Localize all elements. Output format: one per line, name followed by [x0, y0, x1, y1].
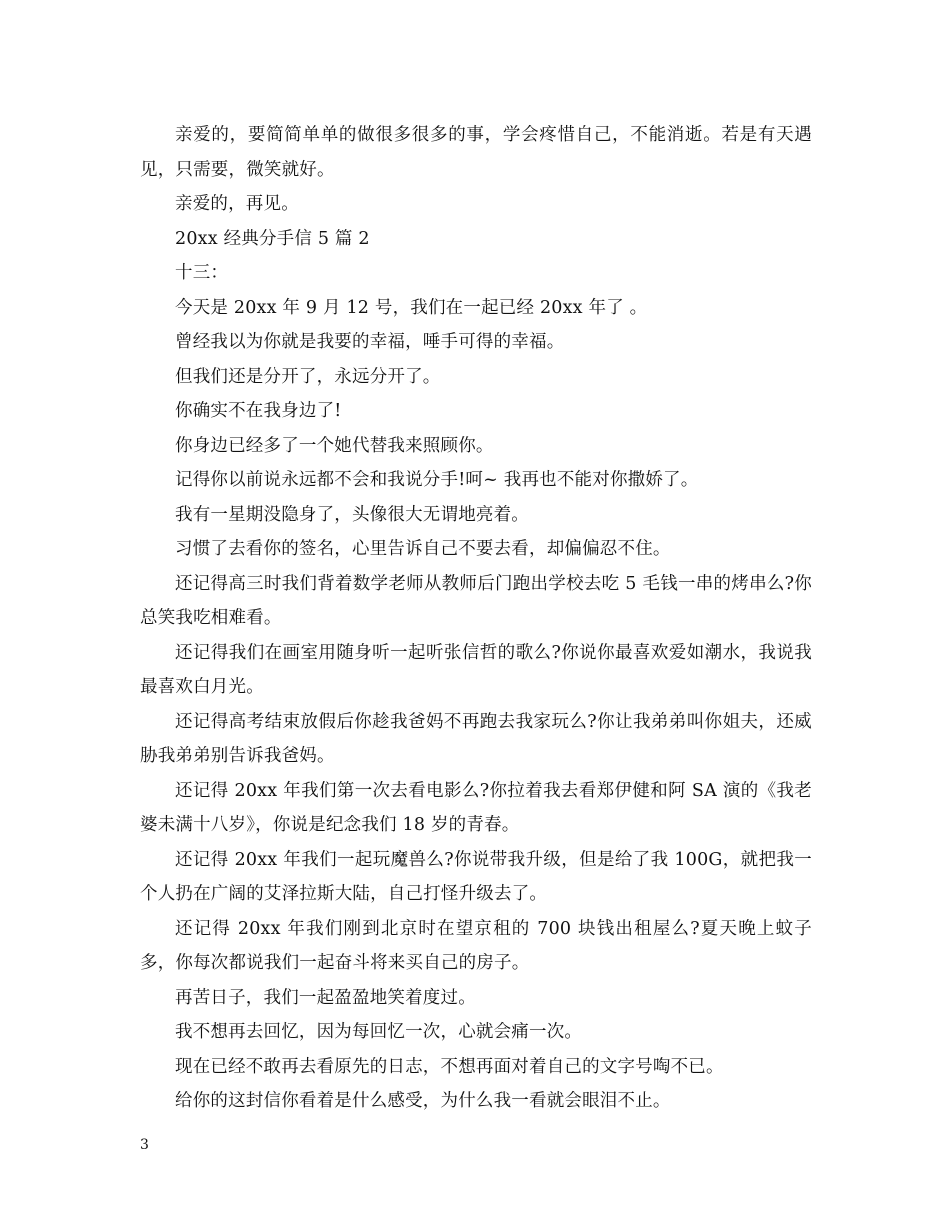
paragraph: 亲爱的，要简简单单的做很多很多的事，学会疼惜自己，不能消逝。若是有天遇见，只需要，微笑就好。 — [140, 125, 812, 180]
paragraph: 还记得高三时我们背着数学老师从教师后门跑出学校去吃 5 毛钱一串的烤串么?你总笑我吃相难看。 — [140, 573, 812, 628]
paragraph: 习惯了去看你的签名，心里告诉自己不要去看，却偏偏忍不住。 — [175, 539, 671, 559]
paragraph: 再苦日子，我们一起盈盈地笑着度过。 — [175, 987, 476, 1008]
paragraph: 曾经我以为你就是我要的幸福，唾手可得的幸福。 — [175, 332, 565, 352]
paragraph: 还记得 20xx 年我们刚到北京时在望京租的 700 块钱出租屋么?夏天晚上蚊子多，你每次都说我们一起奋斗将来买自己的房子。 — [140, 918, 812, 973]
letter-body — [140, 118, 812, 1119]
subheading: 十三： — [175, 263, 229, 283]
paragraph: 今天是 20xx 年 9 月 12 号，我们在一起已经 20xx 年了 。 — [175, 297, 648, 318]
paragraph: 现在已经不敢再去看原先的日志，不想再面对着自己的文字号啕不已。 — [175, 1056, 724, 1077]
paragraph: 我不想再去回忆，因为每回忆一次，心就会痛一次。 — [175, 1022, 583, 1042]
paragraph: 还记得 20xx 年我们第一次去看电影么?你拉着我去看郑伊健和阿 SA 演的《我老婆未满十八岁》，你说是纪念我们 18 岁的青春。 — [140, 780, 812, 835]
section-heading: 20xx 经典分手信 5 篇 2 — [175, 228, 370, 249]
paragraph: 我有一星期没隐身了，头像很大无谓地亮着。 — [175, 504, 529, 525]
paragraph: 亲爱的，再见。 — [175, 194, 299, 214]
paragraph: 还记得 20xx 年我们一起玩魔兽么?你说带我升级，但是给了我 100G，就把我一个人扔在广阔的艾泽拉斯大陆，自己打怪升级去了。 — [140, 849, 812, 904]
paragraph: 还记得我们在画室用随身听一起听张信哲的歌么?你说你最喜欢爱如潮水，我说我最喜欢白月光。 — [140, 642, 812, 697]
paragraph: 你身边已经多了一个她代替我来照顾你。 — [175, 435, 494, 456]
paragraph: 记得你以前说永远都不会和我说分手!呵~ 我再也不能对你撒娇了。 — [175, 470, 699, 490]
paragraph: 给你的这封信你看着是什么感受，为什么我一看就会眼泪不止。 — [175, 1091, 671, 1111]
page-number: 3 — [140, 1137, 149, 1153]
paragraph: 你确实不在我身边了! — [175, 401, 342, 421]
paragraph: 还记得高考结束放假后你趁我爸妈不再跑去我家玩么?你让我弟弟叫你姐夫，还威胁我弟弟别告诉我爸妈。 — [140, 711, 812, 766]
paragraph: 但我们还是分开了，永远分开了。 — [175, 366, 441, 387]
